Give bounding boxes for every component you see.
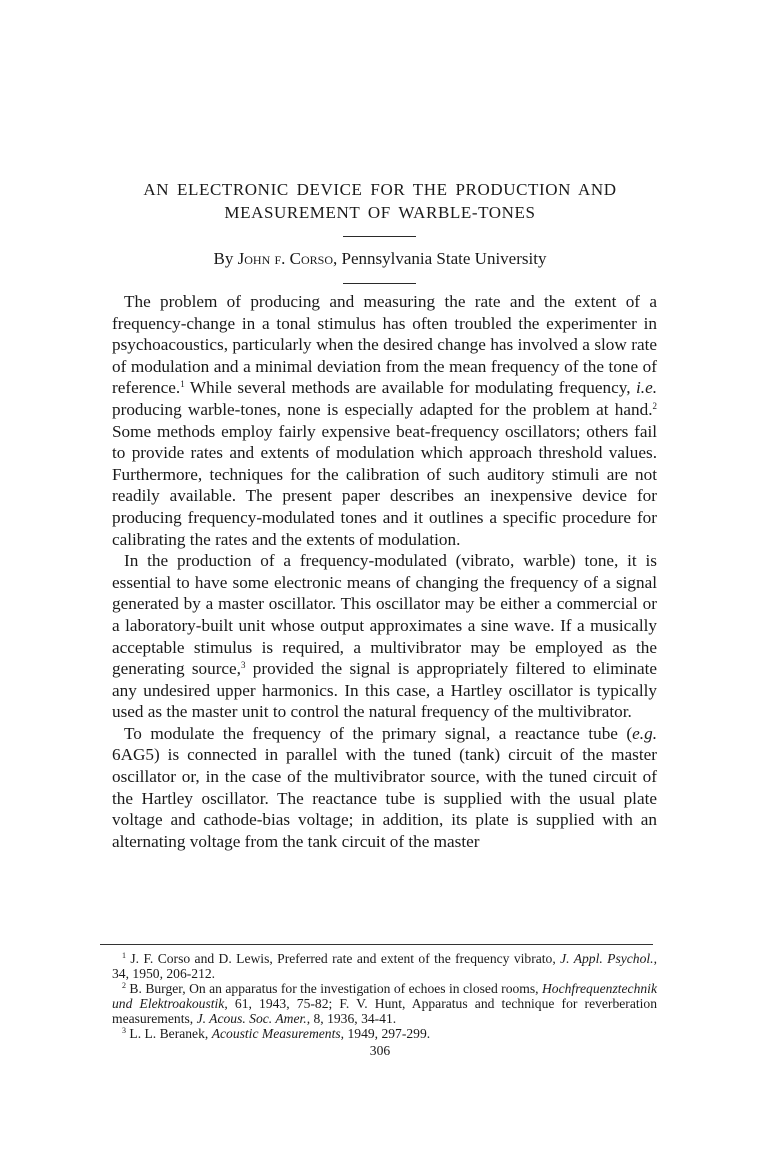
author-affiliation: , Pennsylvania State University	[333, 249, 547, 268]
article-body	[112, 291, 657, 852]
article-title	[110, 178, 650, 224]
body-paragraph-3: To modulate the frequency of the primary signal, a reactance tube (e.g. 6AG5) is connected in parallel with the tuned (tank) circuit of the master oscillator or, in the case of the multivibrator source, with the tuned circuit of the Hartley oscillator. The reactance tube is supplied with the usual plate voltage and cathode-bias voltage; in addition, its plate is supplied with an alternating voltage from the tank circuit of the master	[112, 723, 657, 851]
title-divider	[343, 236, 416, 237]
byline-divider	[343, 283, 416, 284]
body-paragraph-2: In the production of a frequency-modulated (vibrato, warble) tone, it is essential to have some electronic means of changing the frequency of a signal generated by a master oscillator. This oscillator may be either a commercial or a laboratory-built unit whose output approximates a sine wave. If a musically acceptable stimulus is required, a multivibrator may be employed as the generating source,$^3$ provided the signal is appropriately filtered to eliminate any undesired upper harmonics. In this case, a Hartley oscillator is typically used as the master unit to control the natural frequency of the multivibrator.	[112, 551, 657, 722]
page-number: 306	[369, 1043, 391, 1058]
title-line-1: AN ELECTRONIC DEVICE FOR THE PRODUCTION AND	[143, 180, 617, 199]
byline: By John f. Corso, Pennsylvania State University	[213, 249, 547, 268]
body-paragraph-1: The problem of producing and measuring the rate and the extent of a frequency-change in a tonal stimulus has often troubled the experimenter in psychoacoustics, particularly when the desired change has involved a slow rate of modulation and a minimal deviation from the mean frequency of the tone of reference.$^1$ While several methods are available for modulating frequency, i.e. producing warble-tones, none is especially adapted for the problem at hand.$^2$ Some methods employ fairly expensive beat-frequency oscillators; others fail to provide rates and extents of modulation which approach threshold values. Furthermore, techniques for the calibration of such auditory stimuli are not readily available. The present paper describes an inexpensive device for producing frequency-modulated tones and it outlines a specific procedure for calibrating the rates and the extents of modulation.	[112, 292, 657, 549]
title-line-2: MEASUREMENT OF WARBLE-TONES	[224, 203, 536, 222]
footnote-3: $^3$ L. L. Beranek, Acoustic Measurements, 1949, 297-299.	[122, 1026, 431, 1041]
footnote-divider	[100, 944, 653, 945]
footnote-1: $^1$ J. F. Corso and D. Lewis, Preferred rate and extent of the frequency vibrato, J. Appl. Psychol., 34, 1950, 206-212.	[112, 951, 657, 981]
footnote-2: $^2$ B. Burger, On an apparatus for the investigation of echoes in closed rooms, Hochfrequenztechnik und Elektroakoustik, 61, 1943, 75-82; F. V. Hunt, Apparatus and technique for reverberation measurements, J. Acous. Soc. Amer., 8, 1936, 34-41.	[112, 981, 657, 1026]
footnotes	[112, 951, 657, 1041]
footnote-ref-2[interactable]: 2	[652, 400, 657, 411]
author-name: John f. Corso	[237, 249, 334, 268]
footnote-ref-3[interactable]: 3	[240, 660, 246, 671]
footnote-ref-1[interactable]: 1	[180, 379, 185, 390]
